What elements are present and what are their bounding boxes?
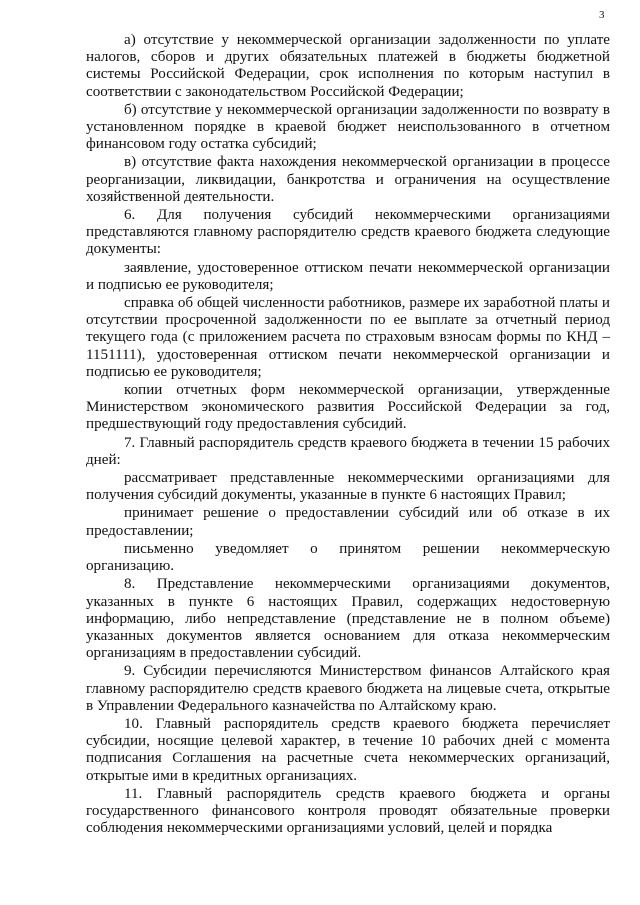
paragraph-7-decision: принимает решение о предоставлении субсидий или об отказе в их предоставлении; bbox=[86, 505, 610, 539]
paragraph-6-certificate: справка об общей численности работников, размере их заработной платы и отсутствии просроченной задолженности по ее выплате за отчетный период текущего года (с приложением расчета по страховым взносам формы по КНД – 1151111), удостоверенная оттиском печати некоммерческой организации и подписью ее руководителя; bbox=[86, 295, 610, 380]
paragraph-11: 11. Главный распорядитель средств краевого бюджета и органы государственного финансового контроля проводят обязательные проверки соблюдения некоммерческими организациями условий, целей и порядка bbox=[86, 785, 610, 837]
paragraph-8: 8. Представление некоммерческими организациями документов, указанных в пункте 6 настоящих Правил, содержащих недостоверную информацию, либо непредставление (представление не в полном объеме) указанных документов является основанием для отказа некоммерческим организациям в предоставлении субсидий. bbox=[86, 576, 610, 662]
paragraph-10: 10. Главный распорядитель средств краевого бюджета перечисляет субсидии, носящие целевой характер, в течение 10 рабочих дней с момента подписания Соглашения на расчетные счета некоммерческих организаций, открытые ими в кредитных организациях. bbox=[86, 715, 610, 784]
paragraph-3b: б) отсутствие у некоммерческой организации задолженности по возврату в установленном порядке в краевой бюджет неиспользованного в отчетном финансовом году остатка субсидий; bbox=[86, 101, 610, 153]
document-body bbox=[86, 32, 610, 838]
paragraph-3a: а) отсутствие у некоммерческой организации задолженности по уплате налогов, сборов и других обязательных платежей в бюджеты бюджетной системы Российской Федерации, срок исполнения по которым наступил в соответствии с законодательством Российской Федерации; bbox=[86, 32, 610, 100]
paragraph-6: 6. Для получения субсидий некоммерческими организациями представляются главному распорядителю средств краевого бюджета следующие документы: bbox=[86, 207, 610, 258]
paragraph-7-review: рассматривает представленные некоммерческими организациями для получения субсидий документы, указанные в пункте 6 настоящих Правил; bbox=[86, 470, 610, 504]
page-number: 3 bbox=[599, 9, 605, 21]
paragraph-9: 9. Субсидии перечисляются Министерством финансов Алтайского края главному распорядителю средств краевого бюджета на лицевые счета, открытые в Управлении Федерального казначейства по Алтайскому краю. bbox=[86, 663, 610, 714]
paragraph-6-reports: копии отчетных форм некоммерческой организации, утвержденные Министерством экономического развития Российской Федерации за год, предшествующий году предоставления субсидий. bbox=[86, 382, 610, 433]
paragraph-3c: в) отсутствие факта нахождения некоммерческой организации в процессе реорганизации, ликвидации, банкротства и ограничения на осуществление хозяйственной деятельности. bbox=[86, 154, 610, 205]
paragraph-7: 7. Главный распорядитель средств краевого бюджета в течении 15 рабочих дней: bbox=[86, 434, 610, 468]
paragraph-6-application: заявление, удостоверенное оттиском печати некоммерческой организации и подписью ее руководителя; bbox=[86, 259, 610, 293]
paragraph-7-notify: письменно уведомляет о принятом решении некоммерческую организацию. bbox=[86, 540, 610, 575]
